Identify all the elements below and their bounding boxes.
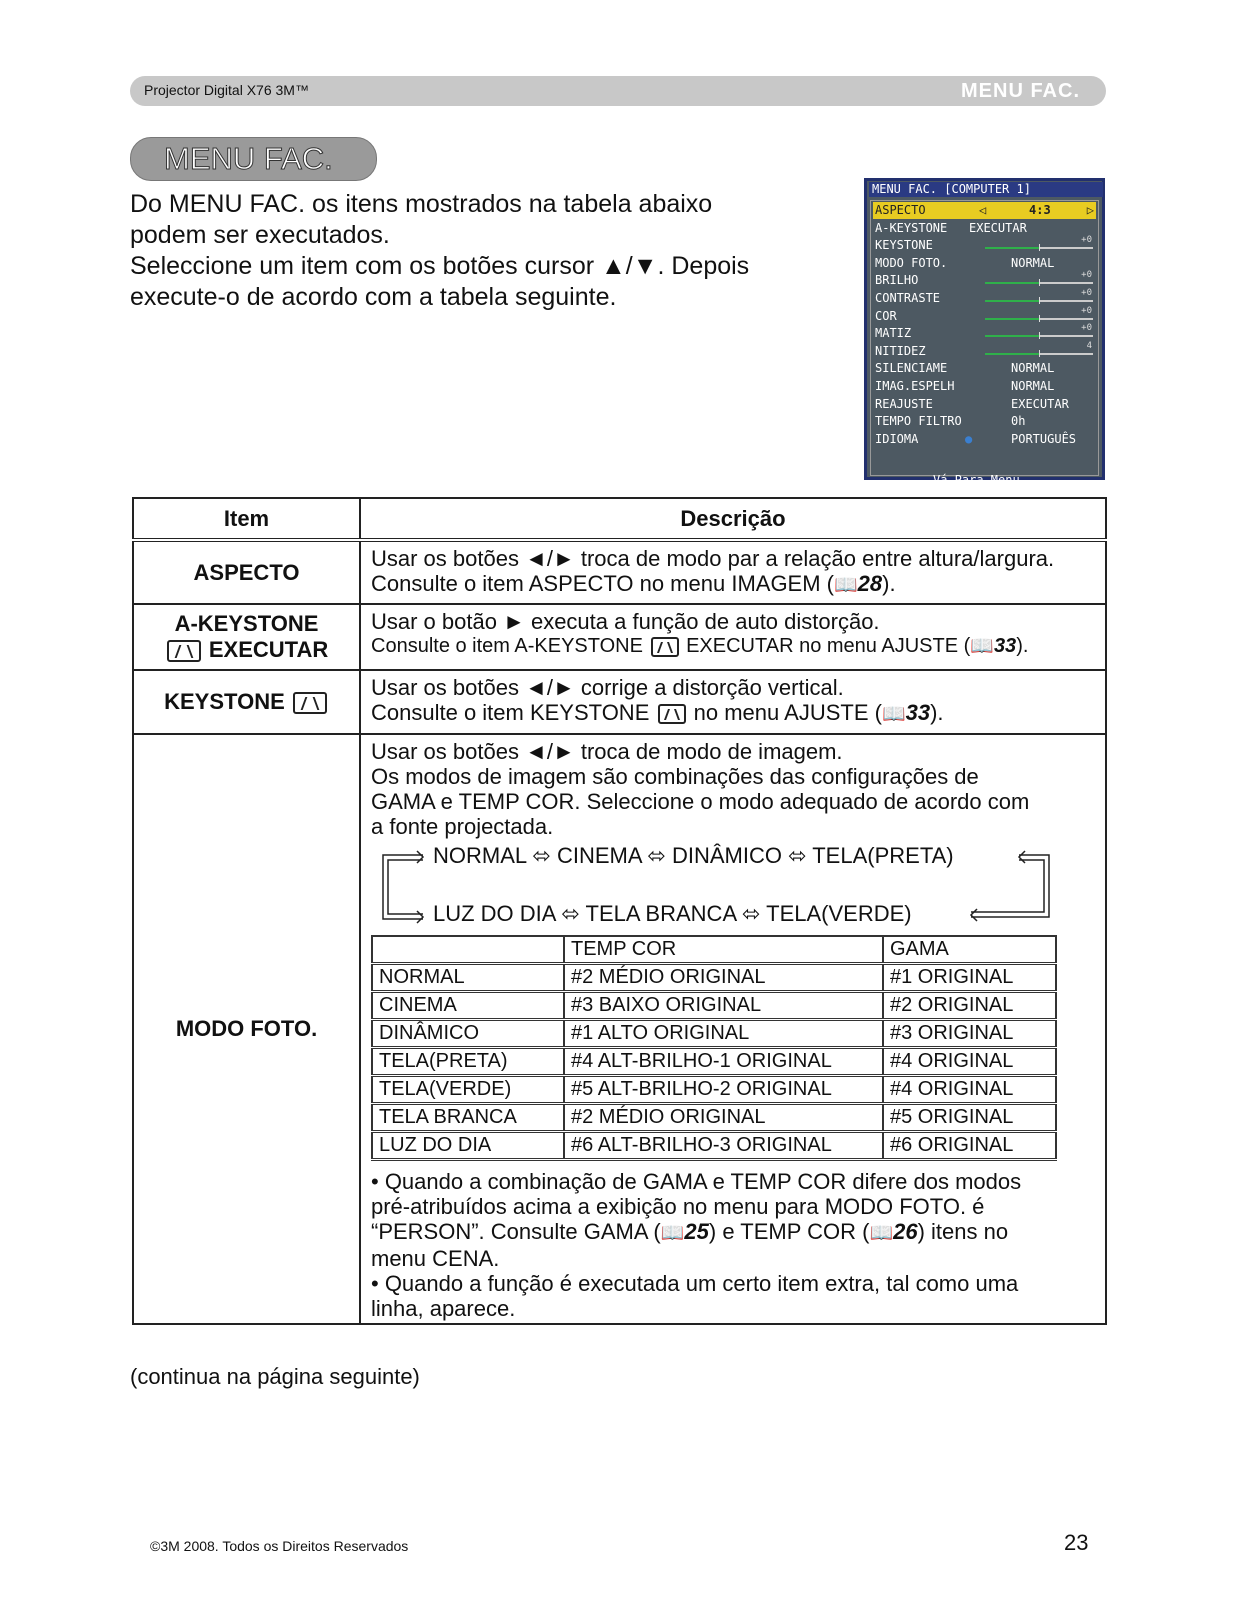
osd-slider-tick — [1039, 332, 1040, 339]
table-cell: #4 ORIGINAL — [883, 1048, 1056, 1076]
intro-line: Do MENU FAC. os itens mostrados na tabela abaixo — [130, 190, 713, 218]
osd-row-label: CONTRASTE — [875, 291, 941, 305]
osd-row-label: MATIZ — [875, 326, 912, 341]
osd-row — [873, 431, 1096, 448]
table-cell: #6 ALT-BRILHO-3 ORIGINAL — [564, 1132, 883, 1160]
osd-slider-tick — [1039, 350, 1040, 357]
desc-line: a fonte projectada. — [371, 814, 554, 839]
book-icon: 📖 — [869, 1223, 894, 1244]
osd-slider — [985, 282, 1093, 284]
osd-row-number: +0 — [1081, 305, 1092, 316]
table-cell: #4 ALT-BRILHO-1 ORIGINAL — [564, 1048, 883, 1076]
keystone-icon — [651, 637, 679, 657]
page-ref: 26 — [893, 1219, 918, 1244]
table-cell: #2 MÉDIO ORIGINAL — [564, 1104, 883, 1132]
note-line: linha, aparece. — [371, 1296, 516, 1321]
osd-row-number: +0 — [1081, 270, 1092, 281]
desc-line — [371, 634, 1095, 659]
osd-slider-tick — [1039, 279, 1040, 286]
desc-text: Consulte o item KEYSTONE — [371, 700, 650, 725]
table-cell: DINÂMICO — [372, 1020, 564, 1048]
desc-aspecto — [360, 540, 1106, 604]
header-item: Item — [133, 498, 360, 540]
table-cell: #1 ALTO ORIGINAL — [564, 1020, 883, 1048]
osd-row — [873, 272, 1096, 289]
page-title — [130, 137, 377, 181]
table-cell: #4 ORIGINAL — [883, 1076, 1056, 1104]
table-cell: #3 ORIGINAL — [883, 1020, 1056, 1048]
intro-line: execute-o de acordo com a tabela seguinte. — [130, 283, 617, 311]
osd-row — [873, 290, 1096, 307]
table-row — [372, 1048, 1056, 1076]
osd-row — [873, 220, 1096, 237]
desc-line: Usar os botões ◄/► troca de modo de imagem. — [371, 739, 843, 764]
table-cell: #2 MÉDIO ORIGINAL — [564, 964, 883, 992]
page-number: 23 — [1064, 1530, 1089, 1555]
table-row — [372, 1076, 1056, 1104]
function-table — [132, 497, 1107, 1325]
item-label — [135, 637, 358, 663]
note-text: “PERSON”. Consulte GAMA ( — [371, 1219, 661, 1244]
osd-row-value: NORMAL — [1011, 361, 1055, 376]
book-icon: 📖 — [881, 704, 906, 725]
item-aspecto: ASPECTO — [133, 540, 360, 604]
osd-row-label: KEYSTONE — [875, 238, 933, 253]
modes-header-cell: GAMA — [883, 936, 1056, 964]
item-label-text: EXECUTAR — [208, 637, 329, 662]
page-ref: 33 — [993, 635, 1017, 657]
osd-slider-fill — [985, 282, 1039, 284]
copyright: ©3M 2008. Todos os Direitos Reservados — [150, 1538, 409, 1554]
note-line: • Quando a combinação de GAMA e TEMP COR difere dos modos — [371, 1169, 1022, 1194]
book-icon: 📖 — [660, 1223, 685, 1244]
note-text: ) e TEMP COR ( — [708, 1219, 870, 1244]
osd-row — [873, 202, 1096, 219]
osd-slider-fill — [985, 335, 1039, 337]
cycle-line: NORMAL ⬄ CINEMA ⬄ DINÂMICO ⬄ TELA(PRETA) — [433, 843, 954, 868]
intro-line: podem ser executados. — [130, 221, 390, 249]
table-row — [372, 964, 1056, 992]
osd-row-label: IDIOMA — [875, 431, 919, 446]
osd-row-value: EXECUTAR — [969, 220, 1027, 235]
desc-line: Usar os botões ◄/► troca de modo par a relação entre altura/largura. — [371, 546, 1055, 571]
osd-row — [873, 255, 1096, 272]
item-modofoto: MODO FOTO. — [133, 734, 360, 1324]
osd-row-label: BRILHO — [875, 273, 919, 288]
item-label: A-KEYSTONE — [174, 611, 319, 636]
osd-row-label: NITIDEZ — [875, 343, 926, 358]
header-description: Descrição — [360, 498, 1106, 540]
keystone-icon — [658, 704, 686, 724]
table-cell: #1 ORIGINAL — [883, 964, 1056, 992]
table-cell: TELA BRANCA — [372, 1104, 564, 1132]
note-line: pré-atribuídos acima a exibição no menu para MODO FOTO. é — [371, 1194, 985, 1219]
osd-row-number: 4 — [1086, 340, 1092, 351]
item-keystone — [133, 670, 360, 734]
page-header — [130, 76, 1106, 106]
osd-row — [873, 340, 1096, 360]
desc-line: GAMA e TEMP COR. Seleccione o modo adequado de acordo com — [371, 789, 1030, 814]
table-cell: NORMAL — [372, 964, 564, 992]
osd-row-value: EXECUTAR — [1011, 396, 1069, 411]
modes-header-cell: TEMP COR — [564, 936, 883, 964]
osd-row-number: +0 — [1081, 288, 1092, 298]
table-cell: #2 ORIGINAL — [883, 992, 1056, 1020]
intro-line: Seleccione um item com os botões cursor ▲/▼. Depois — [130, 252, 750, 280]
desc-akeystone — [360, 604, 1106, 670]
osd-slider-tick — [1039, 315, 1040, 322]
desc-text: no menu AJUSTE ( — [693, 700, 882, 725]
note-line: • Quando a função é executada um certo item extra, tal como uma — [371, 1271, 1019, 1296]
osd-title: MENU FAC. [COMPUTER 1] — [869, 182, 1103, 197]
osd-row-label: A-KEYSTONE — [875, 220, 948, 235]
osd-row-number: +0 — [1081, 323, 1092, 334]
osd-slider — [985, 318, 1093, 320]
cycle-line: LUZ DO DIA ⬄ TELA BRANCA ⬄ TELA(VERDE) — [433, 901, 912, 926]
note-line — [371, 1219, 1095, 1246]
table-cell: #5 ALT-BRILHO-2 ORIGINAL — [564, 1076, 883, 1104]
osd-row — [873, 360, 1096, 377]
book-icon: 📖 — [970, 636, 994, 657]
table-row — [372, 1104, 1056, 1132]
note-text: ) itens no — [917, 1219, 1009, 1244]
osd-row — [873, 396, 1096, 413]
osd-slider — [985, 300, 1093, 302]
osd-slider — [985, 247, 1093, 249]
continued-note: (continua na página seguinte) — [130, 1364, 420, 1389]
table-cell: #6 ORIGINAL — [883, 1132, 1056, 1160]
table-cell: #3 BAIXO ORIGINAL — [564, 992, 883, 1020]
desc-text: ). — [930, 700, 944, 725]
desc-line — [371, 700, 1095, 727]
table-cell: #5 ORIGINAL — [883, 1104, 1056, 1132]
desc-text: EXECUTAR no menu AJUSTE ( — [686, 635, 971, 657]
osd-slider-tick — [1039, 244, 1040, 251]
table-row — [372, 1020, 1056, 1048]
osd-row-value: NORMAL — [1011, 379, 1055, 393]
osd-row — [873, 325, 1096, 342]
osd-row-value: 0h — [1011, 414, 1026, 429]
product-name: Projector Digital X76 3M™ — [144, 82, 309, 98]
modes-header-cell — [372, 936, 564, 964]
osd-row-number: +0 — [1081, 235, 1092, 246]
desc-text: ). — [1016, 635, 1029, 657]
desc-line: Usar o botão ► executa a função de auto distorção. — [371, 609, 880, 634]
table-cell: LUZ DO DIA — [372, 1132, 564, 1160]
osd-row — [873, 413, 1096, 430]
section-name: MENU FAC. — [961, 80, 1080, 102]
osd-slider-fill — [985, 353, 1039, 355]
modes-table — [371, 935, 1057, 1161]
arrow-right-icon: ▷ — [1086, 203, 1094, 217]
page-ref: 28 — [857, 571, 883, 596]
osd-row-value: NORMAL — [1011, 255, 1055, 270]
osd-slider — [985, 335, 1093, 337]
desc-line: Os modos de imagem são combinações das configurações de — [371, 764, 979, 789]
osd-row — [873, 378, 1096, 395]
table-cell: CINEMA — [372, 992, 564, 1020]
desc-modofoto — [360, 734, 1106, 1324]
mode-cycle-diagram — [371, 841, 1095, 927]
osd-row-value: PORTUGUÊS — [1011, 431, 1077, 446]
note-line: menu CENA. — [371, 1246, 500, 1271]
osd-row-label: COR — [875, 308, 897, 323]
modes-header-row — [372, 936, 1056, 964]
osd-row-label: ASPECTO — [875, 203, 926, 217]
page-ref: 25 — [684, 1219, 709, 1244]
book-icon: 📖 — [834, 575, 858, 596]
item-label-text: KEYSTONE — [164, 689, 285, 714]
osd-slider-fill — [985, 247, 1039, 249]
osd-slider-tick — [1039, 297, 1040, 304]
desc-keystone — [360, 670, 1106, 734]
osd-row-label: MODO FOTO. — [875, 255, 948, 270]
globe-icon: ● — [965, 431, 973, 446]
desc-line: Usar os botões ◄/► corrige a distorção vertical. — [371, 675, 844, 700]
table-row — [372, 992, 1056, 1020]
osd-body — [870, 200, 1099, 501]
osd-menu-screenshot — [864, 178, 1105, 501]
intro-text — [130, 189, 830, 313]
desc-text: Consulte o item ASPECTO no menu IMAGEM ( — [371, 571, 834, 596]
table-row — [372, 1132, 1056, 1160]
arrow-left-icon: ◁ — [979, 203, 987, 217]
osd-row-label: IMAG.ESPELH — [875, 379, 955, 393]
osd-row — [873, 305, 1096, 325]
item-akeystone — [133, 604, 360, 670]
keystone-icon — [167, 640, 201, 662]
osd-row-label: TEMPO FILTRO — [875, 414, 962, 429]
desc-line — [371, 571, 1095, 598]
desc-text: Consulte o item A-KEYSTONE — [371, 635, 643, 657]
osd-slider-fill — [985, 318, 1039, 320]
desc-text: ). — [882, 571, 896, 596]
page-title-text: MENU FAC. — [164, 141, 333, 176]
osd-slider — [985, 353, 1093, 355]
osd-row-label: SILENCIAME — [875, 361, 948, 376]
osd-footer: Vá Para Menu Avançado... — [933, 473, 1020, 501]
osd-row — [873, 237, 1096, 254]
osd-slider-fill — [985, 300, 1039, 302]
page-ref: 33 — [905, 700, 931, 725]
keystone-icon — [293, 692, 327, 714]
table-cell: TELA(PRETA) — [372, 1048, 564, 1076]
table-cell: TELA(VERDE) — [372, 1076, 564, 1104]
osd-row-label: REAJUSTE — [875, 396, 933, 411]
osd-row-value: 4:3 — [1029, 203, 1051, 217]
